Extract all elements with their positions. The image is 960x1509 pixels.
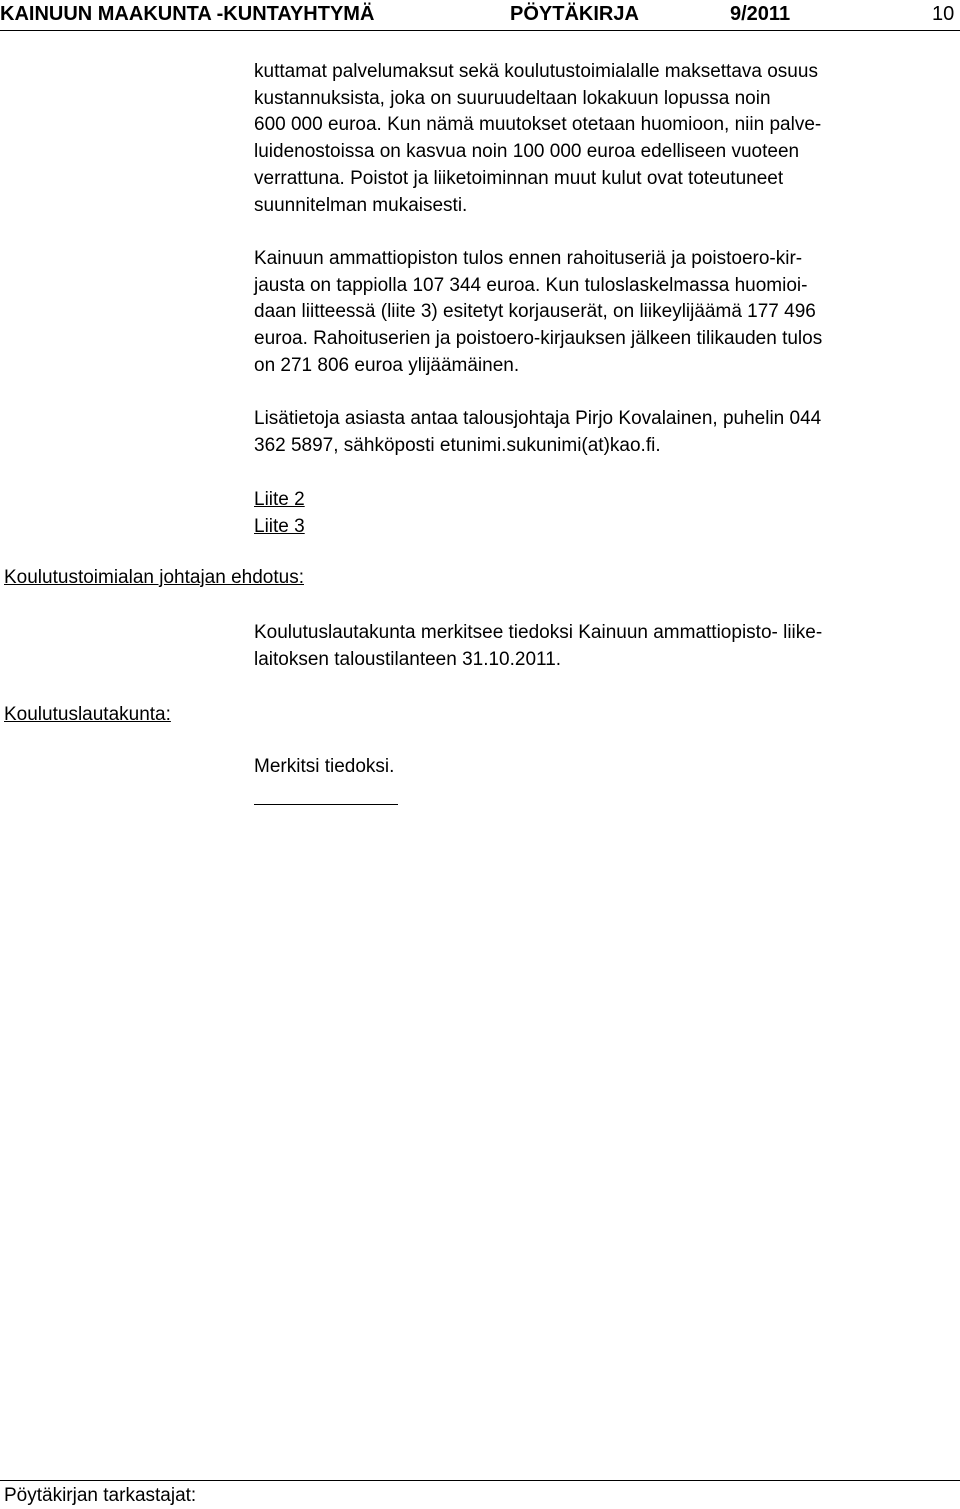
header-divider [0,30,960,31]
text-line: kuttamat palvelumaksut sekä koulutustoimialalle maksettava osuus [254,61,818,82]
text-line: kustannuksista, joka on suuruudeltaan lokakuun lopussa noin [254,87,771,109]
paragraph-result [254,246,954,380]
page-header [0,0,960,30]
organization-name: KAINUUN MAAKUNTA -KUNTAYHTYMÄ [0,3,375,25]
text-line: Lisätietoja asiasta antaa talousjohtaja Pirjo Kovalainen, puhelin 044 [254,408,822,429]
paragraph-contact [254,406,954,459]
reviewers-label: Pöytäkirjan tarkastajat: [4,1485,197,1506]
proposal-label: Koulutustoimialan johtajan ehdotus: [4,567,304,588]
document-type: PÖYTÄKIRJA [510,3,639,25]
attachment-link-liite-3[interactable]: Liite 3 [254,515,305,537]
board-decision [254,754,954,781]
attachment-link-liite-2[interactable]: Liite 2 [254,489,305,510]
text-line: jausta on tappiolla 107 344 euroa. Kun tuloslaskelmassa huomioi- [254,274,808,296]
decision-text: Merkitsi tiedoksi. [254,756,395,777]
attachment-links [254,487,954,540]
text-line: 600 000 euroa. Kun nämä muutokset otetaan huomioon, niin palve- [254,114,822,136]
proposal-text [254,620,954,673]
text-line: Kainuun ammattiopiston tulos ennen rahoituseriä ja poistoero-kir- [254,248,803,269]
signature-line [254,804,398,805]
footer-divider [0,1480,960,1481]
text-line: luidenostoissa on kasvua noin 100 000 euroa edelliseen vuoteen [254,141,800,163]
text-line: laitoksen taloustilanteen 31.10.2011. [254,648,562,670]
text-line: daan liitteessä (liite 3) esitetyt korjauserät, on liikeylijäämä 177 496 [254,301,816,323]
text-line: Koulutuslautakunta merkitsee tiedoksi Kainuun ammattiopisto- liike- [254,622,823,643]
page-number: 10 [932,3,955,25]
board-label: Koulutuslautakunta: [4,704,171,725]
paragraph-costs [254,59,954,219]
issue-number: 9/2011 [730,3,791,25]
text-line: euroa. Rahoituserien ja poistoero-kirjauksen jälkeen tilikauden tulos [254,328,823,350]
text-line: suunnitelman mukaisesti. [254,194,468,216]
text-line: verrattuna. Poistot ja liiketoiminnan muut kulut ovat toteutuneet [254,167,784,189]
text-line: 362 5897, sähköposti etunimi.sukunimi(at)kao.fi. [254,434,661,456]
text-line: on 271 806 euroa ylijäämäinen. [254,354,520,376]
